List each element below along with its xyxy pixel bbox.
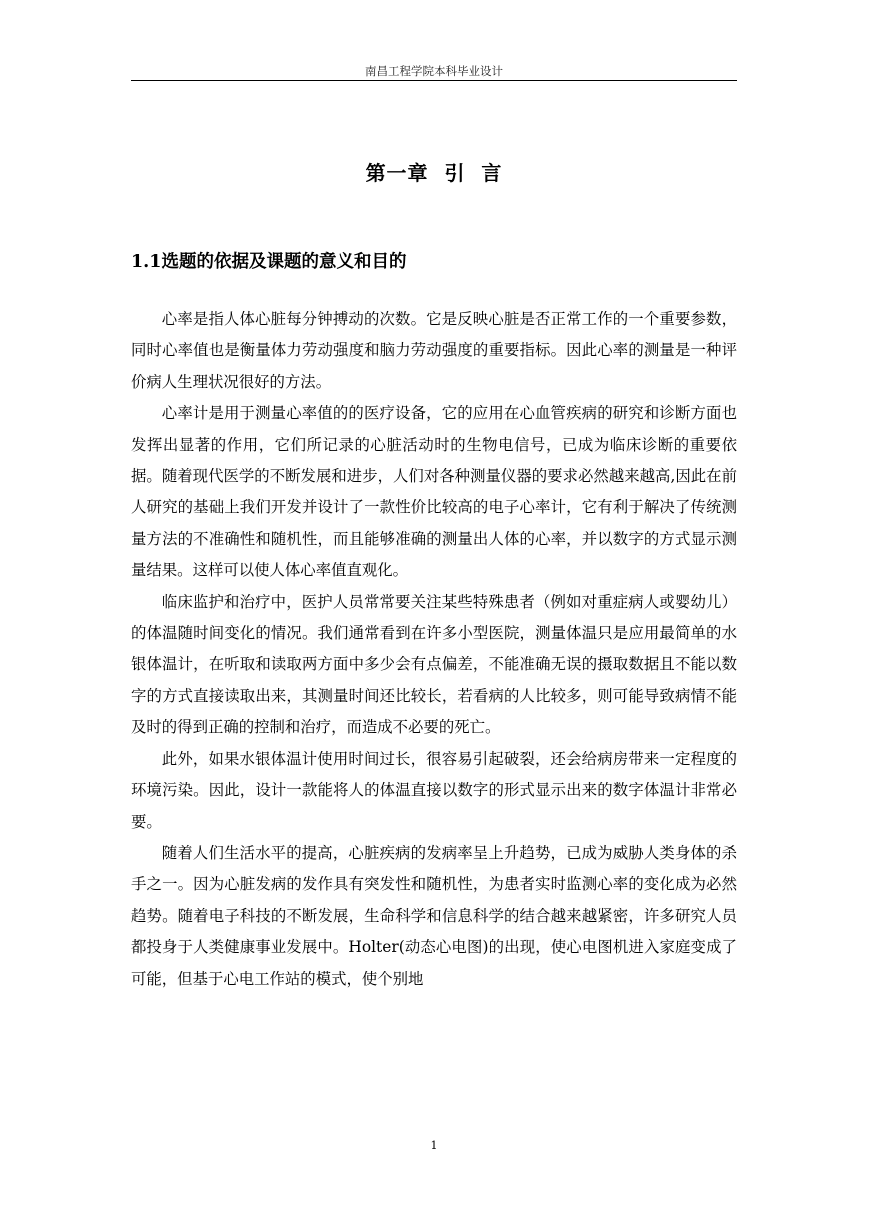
section-title: 1.1选题的依据及课题的意义和目的 (131, 252, 407, 272)
paragraph: 此外，如果水银体温计使用时间过长，很容易引起破裂，还会给病房带来一定程度的环境污染。因此，设计一款能将人的体温直接以数字的形式显示出来的数字体温计非常必要。 (131, 749, 737, 831)
chapter-title: 第一章 引 言 (365, 161, 503, 185)
page-header (131, 62, 737, 81)
paragraph: 心率是指人体心脏每分钟搏动的次数。它是反映心脏是否正常工作的一个重要参数，同时心率值也是衡量体力劳动强度和脑力劳动强度的重要指标。因此心率的测量是一种评价病人生理状况很好的方法。 (131, 310, 737, 391)
page-number: 1 (430, 1139, 438, 1152)
paragraph: 临床监护和治疗中，医护人员常常要关注某些特殊患者（例如对重症病人或婴幼儿）的体温随时间变化的情况。我们通常看到在许多小型医院，测量体温只是应用最简单的水银体温计，在听取和读取两方面中多少会有点偏差，不能准确无误的摄取数据且不能以数字的方式直接读取出来，其测量时间还比较长，若看病的人比较多，则可能导致病情不能及时的得到正确的控制和治疗，而造成不必要的死亡。 (131, 592, 737, 737)
paragraph: 随着人们生活水平的提高，心脏疾病的发病率呈上升趋势，已成为威胁人类身体的杀手之一。因为心脏发病的发作具有突发性和随机性，为患者实时监测心率的变化成为必然趋势。随着电子科技的不断发展，生命科学和信息科学的结合越来越紧密，许多研究人员都投身于人类健康事业发展中。Holter(动态心电图)的出现，使心电图机进入家庭变成了可能，但基于心电工作站的模式，使个别地 (131, 843, 737, 988)
paragraph: 心率计是用于测量心率值的的医疗设备，它的应用在心血管疾病的研究和诊断方面也发挥出显著的作用，它们所记录的心脏活动时的生物电信号，已成为临床诊断的重要依据。随着现代医学的不断发展和进步，人们对各种测量仪器的要求必然越来越高,因此在前人研究的基础上我们开发并设计了一款性价比较高的电子心率计，它有利于解决了传统测量方法的不准确性和随机性，而且能够准确的测量出人体的心率，并以数字的方式显示测量结果。这样可以使人体心率值直观化。 (131, 404, 737, 580)
body-text (131, 304, 737, 995)
header-text: 南昌工程学院本科毕业设计 (365, 64, 503, 78)
